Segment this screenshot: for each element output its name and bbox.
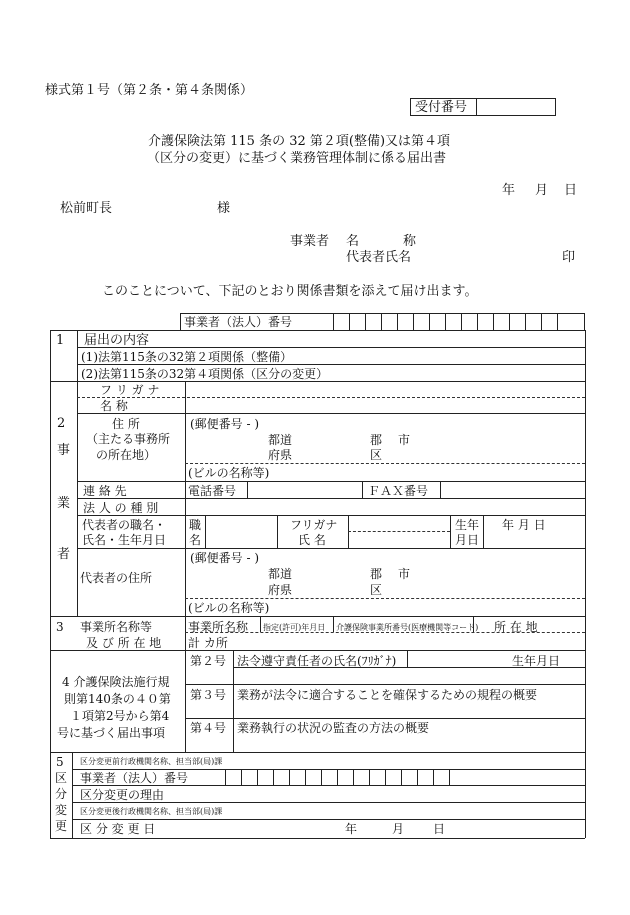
s5-reason: 区分変更の理由 [80,788,165,802]
s3-number: 3 [56,620,64,634]
s2-shoku: 職 [189,518,202,532]
applicant-business: 事業者 [290,234,330,249]
s5-day: 日 [433,822,446,836]
receipt-label: 受付番号 [415,100,468,115]
s2-name-label: 名 称 [100,399,128,413]
s1-item-1: (1)法第115条の32第２項関係（整備） [81,350,293,364]
s2-address-label-3: の所在地） [96,448,157,462]
applicant-rep-label: 代表者氏名 [346,250,412,265]
s2-tel-label: 電話番号 [188,484,237,498]
s4-no2: 第２号 [190,654,227,668]
s2-address-label-1: 住 所 [112,417,140,431]
s3-col-name: 事業所名称 [188,620,249,634]
date-month: 月 [535,183,549,198]
addressee: 松前町長 [60,201,113,216]
s2-number: 2 [57,416,66,431]
s2-corp-type-label: 法 人 の 種 別 [83,501,159,515]
s1-number: 1 [56,333,65,348]
s2-rep-address-label: 代表者の住所 [80,571,153,585]
s2-ymd: 年 月 日 [502,518,546,532]
s2-ku: 区 [370,448,383,462]
s2-rep-ku: 区 [370,583,383,597]
s2-furigana-label: フ リ ガ ナ [100,383,160,397]
s2-fuken: 府県 [268,448,293,462]
s3-col-loc: 所 在 地 [494,620,538,634]
s2-building: (ビルの名称等) [188,466,270,480]
s2-address-label-2: （主たる事務所 [86,432,171,446]
s3-col-count: 計 カ所 [188,636,228,650]
s2-rep-postal: (郵便番号 ‐ ) [190,551,260,565]
date-day: 日 [564,183,578,198]
s4-no4: 第４号 [190,721,227,735]
seal-mark: 印 [562,250,576,265]
applicant-name-2: 称 [403,234,417,249]
s1-item-2: (2)法第115条の32第４項関係（区分の変更） [81,367,329,381]
s2-rep-fuken: 府県 [268,583,293,597]
s2-gappi: 月日 [455,533,480,547]
s5-vert-5: 更 [55,819,68,833]
intro-text: このことについて、下記のとおり関係書類を添えて届け出ます。 [102,284,478,299]
s4-text3: 業務が法令に適合することを確保するための規程の概要 [237,688,538,702]
s2-rep-gun: 郡 [370,567,383,581]
s2-rep-title-2: 氏名・生年月日 [82,533,167,547]
s5-vert-4: 変 [55,803,68,817]
s1-title: 届出の内容 [84,333,150,348]
s2-vert-2: 業 [57,496,71,511]
addressee-honorific: 様 [217,201,231,216]
form-code: 様式第１号（第２条・第４条関係） [45,83,254,98]
s2-gun: 郡 [370,433,383,447]
s2-shimei: 氏 名 [298,533,326,547]
s2-vert-1: 事 [57,443,71,458]
s4-text4: 業務執行の状況の監査の方法の概要 [237,721,430,735]
s5-vert-3: 分 [55,787,68,801]
s3-col-date: 指定(許可)年月日 [263,623,326,632]
date-year: 年 [502,183,516,198]
s4-label-1: 4 介護保険法施行規 [62,675,170,689]
s3-label-1: 事業所名称等 [80,620,153,634]
s2-furigana2: フリガナ [290,518,338,532]
s5-vert-2: 区 [55,771,68,785]
s2-shi: 市 [398,433,411,447]
s3-label-2: 及 び 所 在 地 [86,636,162,650]
s2-rep-shi: 市 [398,567,411,581]
title-line-1: 介護保険法第 115 条の 32 第２項(整備)又は第４項 [148,134,451,149]
s2-postal: (郵便番号 ‐ ) [190,417,260,431]
s5-after-org: 区分変更後行政機関名称、担当部(局)課 [80,807,223,816]
s5-month: 月 [392,822,405,836]
s5-year: 年 [345,822,358,836]
s5-before-org: 区分変更前行政機関名称、担当部(局)課 [80,757,223,766]
s5-corp-number: 事業者（法人）番号 [80,771,189,785]
receipt-number-box [410,98,556,116]
s2-rep-building: (ビルの名称等) [188,601,270,615]
s2-fax-label: ＦＡＸ番号 [368,484,429,498]
s4-dob: 生年月日 [512,654,561,668]
s4-label-2: 則第140条の４０第 [64,692,171,706]
s3-col-no: 介護保険事業所番号(医療機関等コード) [336,623,479,632]
title-line-2: （区分の変更）に基づく業務管理体制に係る届出書 [147,151,447,166]
s2-todou: 都道 [268,433,293,447]
corp-number-label: 事業者（法人）番号 [184,315,293,329]
s2-rep-todou: 都道 [268,567,293,581]
s5-change-date-label: 区 分 変 更 日 [80,822,156,836]
s4-label-4: 号に基づく届出事項 [57,726,166,740]
applicant-name-1: 名 [346,234,360,249]
s2-vert-3: 者 [57,547,71,562]
s5-vert-1: 5 [56,755,64,769]
s2-contact-label: 連 絡 先 [83,484,127,498]
s2-rep-title-1: 代表者の職名・ [82,518,167,532]
corp-number-row [180,313,585,331]
s2-mei: 名 [189,533,202,547]
s2-seinen: 生年 [455,518,480,532]
s4-label-3: １項第2号から第4 [70,709,170,723]
s4-no3: 第３号 [190,688,227,702]
s4-text2: 法令遵守責任者の氏名(ﾌﾘｶﾞﾅ) [237,654,397,668]
